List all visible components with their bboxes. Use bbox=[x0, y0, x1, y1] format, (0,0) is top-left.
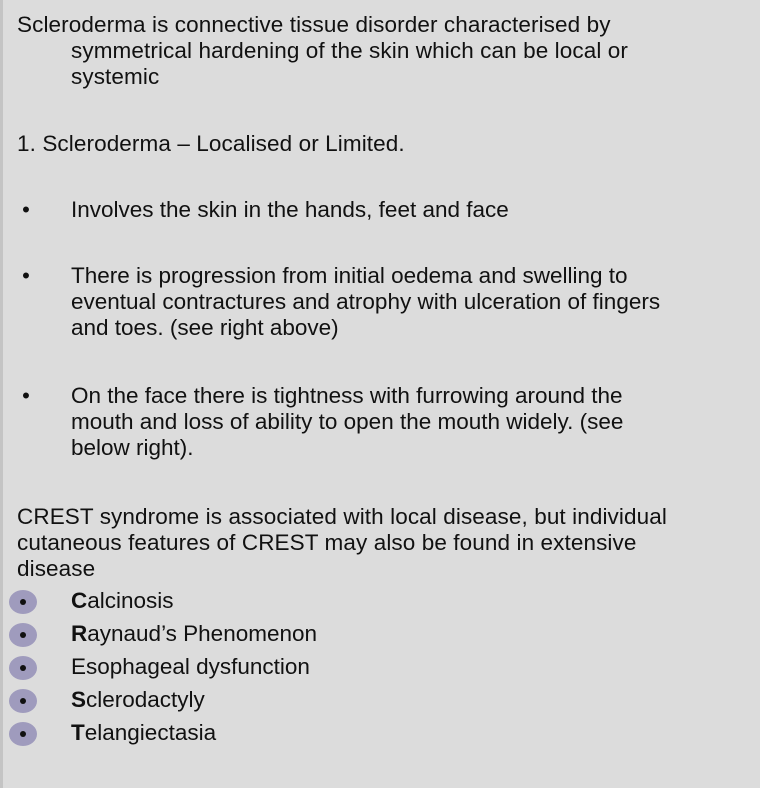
crest-label bbox=[71, 719, 216, 747]
crest-intro-line-1: CREST syndrome is associated with local disease, but individual bbox=[17, 504, 667, 529]
crest-label bbox=[71, 620, 317, 648]
crest-letter: R bbox=[71, 621, 88, 646]
crest-item-raynauds bbox=[3, 618, 760, 651]
bullet-badge-icon bbox=[9, 722, 37, 746]
crest-intro-line-3: disease bbox=[17, 556, 96, 581]
bullet-line: below right). bbox=[71, 435, 194, 460]
crest-item-esophageal bbox=[3, 651, 760, 684]
crest-item-sclerodactyly bbox=[3, 684, 760, 717]
intro-line-2: symmetrical hardening of the skin which can be local or bbox=[71, 38, 629, 63]
bullet-text bbox=[71, 383, 623, 461]
bullet-line: mouth and loss of ability to open the mouth widely. (see bbox=[71, 409, 624, 434]
bullet-line: and toes. (see right above) bbox=[71, 315, 339, 340]
intro-paragraph bbox=[17, 12, 628, 90]
intro-line-3: systemic bbox=[71, 64, 160, 89]
crest-letter: C bbox=[71, 588, 88, 613]
bullet-badge-icon bbox=[9, 656, 37, 680]
crest-letter: S bbox=[71, 687, 87, 712]
crest-rest: clerodactyly bbox=[86, 687, 205, 712]
intro-line-1: Scleroderma is connective tissue disorder characterised by bbox=[17, 12, 611, 37]
bullet-line: Involves the skin in the hands, feet and face bbox=[71, 197, 509, 222]
crest-rest: elangiectasia bbox=[84, 720, 217, 745]
bullet-badge-icon bbox=[9, 623, 37, 647]
bullet-badge-icon bbox=[9, 590, 37, 614]
crest-item-telangiectasia bbox=[3, 717, 760, 750]
bullet-line: On the face there is tightness with furrowing around the bbox=[71, 383, 623, 408]
crest-label bbox=[71, 686, 205, 714]
bullet-marker: • bbox=[22, 383, 30, 408]
crest-letter: E bbox=[71, 654, 87, 679]
section-heading: 1. Scleroderma – Localised or Limited. bbox=[17, 131, 405, 156]
crest-item-calcinosis bbox=[3, 585, 760, 618]
crest-rest: sophageal dysfunction bbox=[86, 654, 310, 679]
bullet-badge-icon bbox=[9, 689, 37, 713]
bullet-marker: • bbox=[22, 197, 30, 222]
crest-intro-line-2: cutaneous features of CREST may also be found in extensive bbox=[17, 530, 637, 555]
crest-rest: alcinosis bbox=[87, 588, 174, 613]
crest-letter: T bbox=[71, 720, 85, 745]
crest-intro-paragraph bbox=[17, 504, 667, 582]
bullet-marker: • bbox=[22, 263, 30, 288]
crest-label bbox=[71, 587, 174, 615]
bullet-text bbox=[71, 197, 509, 223]
bullet-line: eventual contractures and atrophy with ulceration of fingers bbox=[71, 289, 661, 314]
crest-rest: aynaud’s Phenomenon bbox=[87, 621, 318, 646]
bullet-line: There is progression from initial oedema and swelling to bbox=[71, 263, 628, 288]
bullet-text bbox=[71, 263, 660, 341]
crest-label bbox=[71, 653, 310, 681]
